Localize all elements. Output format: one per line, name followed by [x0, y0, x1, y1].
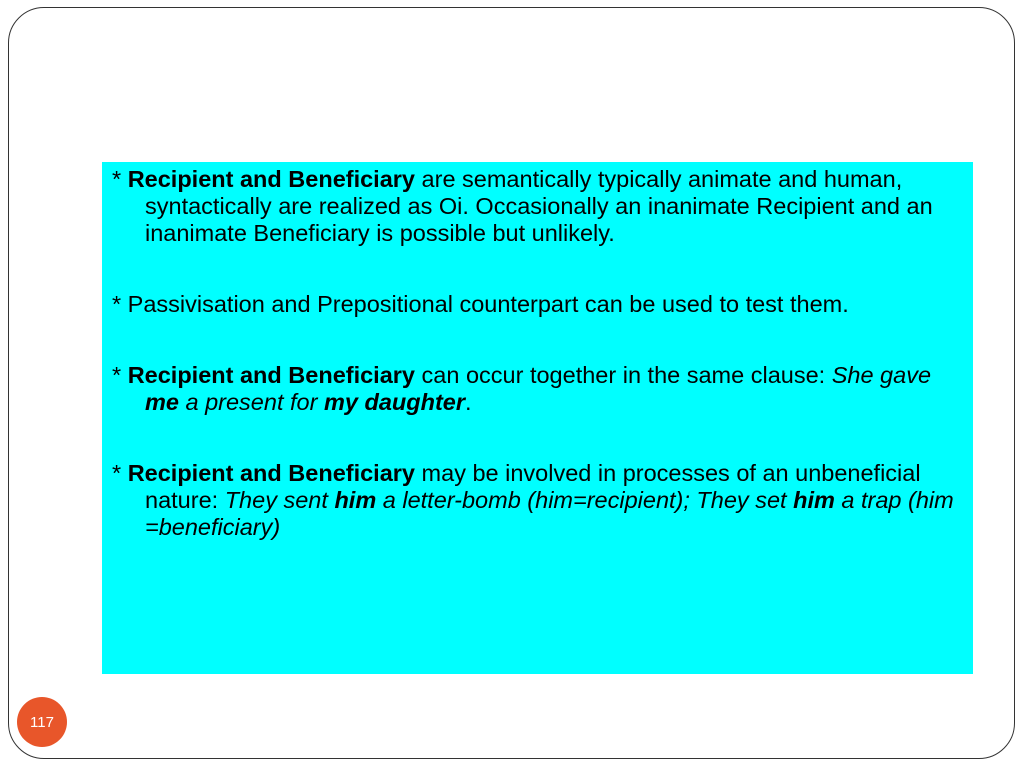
example-emphasis: him	[793, 487, 835, 513]
example-part: a present for	[178, 389, 324, 415]
paragraph-3	[112, 362, 965, 416]
term-recipient-beneficiary: Recipient and Beneficiary	[127, 362, 416, 388]
paragraph-2	[112, 291, 965, 318]
paragraph-1-text: are semantically typically animate and human, syntactically are realized as Oi. Occasionally an inanimate Recipient and an inanimate Beneficiary is possible but unlikely.	[145, 166, 933, 246]
paragraph-3-end: .	[465, 389, 472, 415]
example-part: She gave	[831, 362, 932, 388]
content-box	[102, 162, 973, 674]
example-emphasis: me	[145, 389, 179, 415]
term-recipient-beneficiary: Recipient and Beneficiary	[127, 166, 416, 192]
example-sentence	[145, 487, 954, 540]
paragraph-3-text: can occur together in the same clause:	[415, 362, 832, 388]
page-number-badge: 117	[17, 697, 67, 747]
paragraph-4	[112, 460, 965, 541]
example-emphasis: my daughter	[323, 389, 465, 415]
term-recipient-beneficiary: Recipient and Beneficiary	[127, 460, 416, 486]
example-part: a trap (him =beneficiary)	[145, 487, 954, 540]
paragraph-1	[112, 166, 965, 247]
bullet: *	[112, 362, 128, 388]
example-part: They sent	[224, 487, 335, 513]
bullet: *	[112, 166, 128, 192]
paragraph-4-text: may be involved in processes of an unbeneficial nature:	[145, 460, 921, 513]
bullet: *	[112, 460, 128, 486]
example-part: a letter-bomb (him=recipient); They set	[376, 487, 794, 513]
example-emphasis: him	[334, 487, 377, 513]
paragraph-2-text: * Passivisation and Prepositional counterpart can be used to test them.	[112, 291, 849, 317]
